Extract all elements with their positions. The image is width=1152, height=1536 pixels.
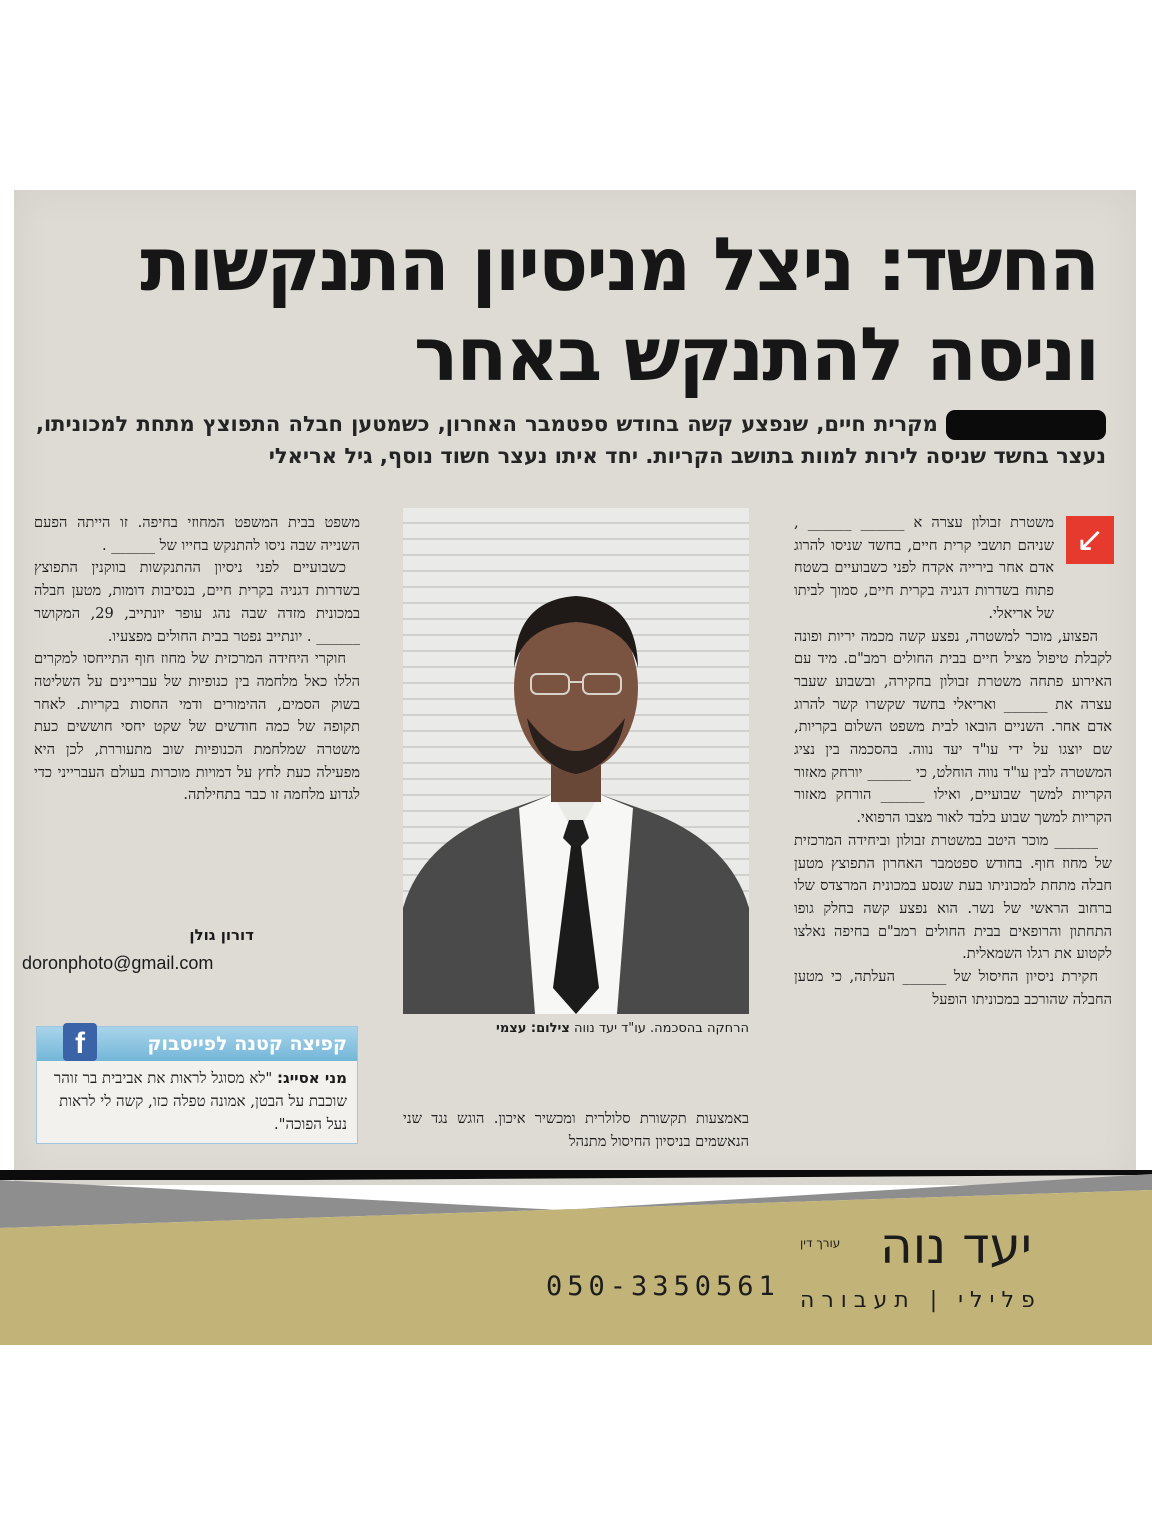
photo-credit: צילום: עצמי xyxy=(496,1021,570,1036)
facebook-box-title: קפיצה קטנה לפייסבוק xyxy=(147,1033,347,1055)
caption-text: הרחקה בהסכמה. עו"ד יעד נווה xyxy=(573,1021,749,1036)
banner-black-band xyxy=(0,1170,1152,1180)
paragraph: משטרת זבולון עצרה א ______ ______ , שניהם תושבי קרית חיים, בחשד שניסו להרוג אדם אחר בירייה אקדח לפני כשבועיים בשטח פתוח בשדרות דגניה בקרית חיים, סמוך לביתו של אריאלי. xyxy=(794,514,1054,622)
paragraph: משפט בבית המשפט המחוזי בחיפה. זו הייתה הפעם השנייה שבה ניסו להתנקש בחייו של ______ . xyxy=(34,514,360,554)
headline-line-2: וניסה להתנקש באחר xyxy=(413,312,1098,398)
brand-role: עורך דין xyxy=(800,1236,841,1250)
lawyer-portrait-photo xyxy=(403,508,749,1014)
paragraph: כשבועיים לפני ניסיון ההתנקשות בווקנין התפוצץ בשדרות דגניה בקרית חיים, בנסיבות דומות, מטען חבלה במכונית מזדה שבה נהג עופר יונתייב, 29, המקושר ______ . יונתייב נפטר בבית החולים מפצעיו. xyxy=(34,559,361,645)
headline-line-1: החשד: ניצל מניסיון התנקשות xyxy=(140,222,1098,308)
newspaper-clipping xyxy=(14,190,1136,1185)
quote-text: "לא מסוגל לראות את אביבית בר זוהר שוכבת על הבטן, אמונה טפלה כזו, קשה לי לראות נעל הפוכה". xyxy=(53,1069,347,1133)
lead-paragraph xyxy=(36,408,1106,472)
photo-caption xyxy=(403,1020,749,1038)
quote-author: מני אסייג: xyxy=(277,1069,347,1087)
paragraph: חקירת ניסיון החיסול של ______ העלתה, כי מטען החבלה שהורכב במכוניתו הופעל xyxy=(794,968,1112,1008)
facebook-quote xyxy=(51,1067,347,1136)
byline: דורון גולן xyxy=(189,926,254,944)
lead-part-2: למכוניתו, נעצר בחשד שניסה לירות למוות בתושב הקריות. יחד איתו נעצר חשוד נוסף, גיל אריאלי xyxy=(36,412,1106,468)
brand-name: יעד נוה xyxy=(880,1217,1032,1275)
facebook-quote-box xyxy=(36,1026,358,1144)
article-continuation: באמצעות תקשורת סלולרית ומכשיר איכון. הוגש נגד שני הנאשמים בניסיון החיסול מתנהל xyxy=(403,1110,749,1150)
facebook-icon: f xyxy=(63,1023,97,1061)
byline-email: doronphoto@gmail.com xyxy=(22,953,214,973)
contact-phone[interactable]: 050-3350561 xyxy=(546,1271,780,1302)
facebook-box-header xyxy=(37,1027,357,1061)
paragraph: חוקרי היחידה המרכזית של מחוז חוף התייחסו למקרים הללו כאל מלחמה בין כנופיות של עבריינים על השליטה בשוק הסמים, ההימורים ודמי החסות בקריות. לאחר תקופה של כמה חודשים של שקט יחסי חוששים כעת משטרה שמלחמת הכנופיות שוב מתעוררת, לכן היא מפעילה כעת לחץ על דמויות מוכרות בעולם העברייני כדי לגדוע מלחמה זו כבר בתחילתה. xyxy=(34,650,360,804)
arrow-down-left-icon: ↙ xyxy=(1066,516,1114,564)
article-column-right xyxy=(794,512,1112,1011)
portrait-illustration xyxy=(403,508,749,1014)
practice-areas: פלילי | תעבורה xyxy=(800,1288,1042,1313)
article-column-left xyxy=(34,512,360,807)
paragraph: הפצוע, מוכר למשטרה, נפצע קשה מכמה יריות ופונה לקבלת טיפול מציל חיים בבית החולים רמב"ם. מיד עם האירוע פתחה משטרת זבולון בחקירה, ובשבוע שעבר עצרה את ______ ואריאלי בחשד שקשרו קשר להרוג אדם אחר. השניים הובאו לבית משפט השלום בקריות, שם יוצגו על ידי עו"ד יעד נווה. בהסכמה בין נציג המשטרה לבין עו"ד נווה הוחלט, כי ______ יורחק מאזור הקריות למשך שבועיים, ואילו ______ הורחק מאזור הקריות למשך שבוע בלבד לאור מצבו הרפואי. xyxy=(794,627,1112,827)
lead-part-1: מקרית חיים, שנפצע קשה בחודש ספטמבר האחרון, כשמטען חבלה התפוצץ מתחת xyxy=(136,412,938,436)
paragraph: ______ מוכר היטב במשטרת זבולון וביחידה המרכזית של מחוז חוף. בחודש ספטמבר האחרון התפוצץ מטען חבלה מתחת למכוניתו בעת שנסע במכונית המרצדס שלו ברחוב הראשי של נשר. הוא נפצע קשה בחלק גופו התחתון והרופאים בבית החולים רמב"ם בחיפה נאלצו לקטוע את רגלו השמאלית. xyxy=(794,831,1112,963)
headline xyxy=(48,220,1098,400)
redaction-mark xyxy=(946,410,1106,440)
